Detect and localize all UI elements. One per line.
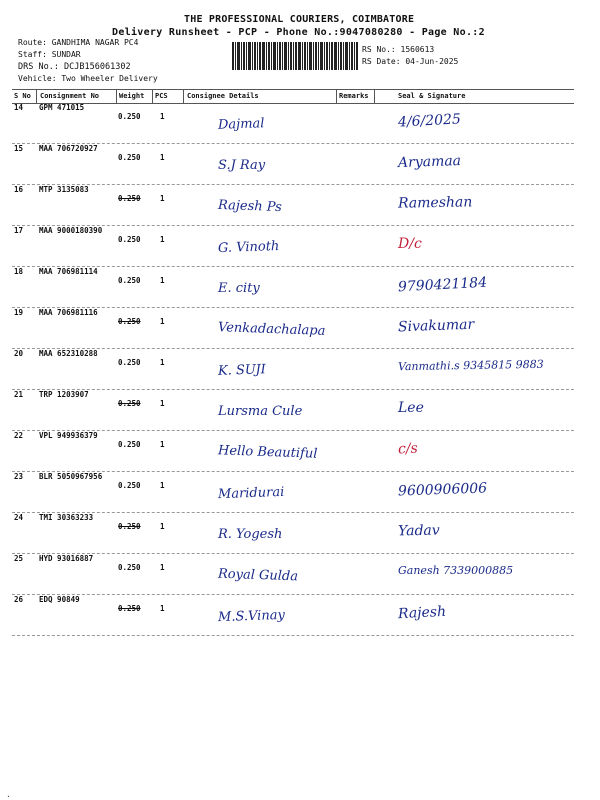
weight-value: 0.250 [118, 235, 141, 244]
pieces-count: 1 [160, 563, 165, 572]
weight-value: 0.250 [118, 604, 141, 613]
consignment-number: TRP 1203907 [39, 390, 89, 399]
pieces-count: 1 [160, 522, 165, 531]
serial-number: 22 [14, 431, 24, 440]
table-top-border [12, 89, 574, 90]
pieces-count: 1 [160, 235, 165, 244]
column-divider [116, 90, 117, 103]
signature-handwriting: Rameshan [397, 194, 473, 212]
serial-number: 14 [14, 103, 24, 112]
consignment-number: MTP 3135083 [39, 185, 89, 194]
signature-handwriting: 4/6/2025 [397, 111, 462, 131]
signature-handwriting: D/c [398, 236, 422, 252]
pieces-count: 1 [160, 317, 165, 326]
consignment-number: MAA 706720927 [39, 144, 98, 153]
signature-handwriting: 9790421184 [397, 274, 488, 296]
signature-handwriting: Lee [398, 400, 424, 416]
serial-number: 17 [14, 226, 24, 235]
weight-value: 0.250 [118, 112, 141, 121]
rs-number: RS No.: 1560613 [362, 45, 435, 54]
column-divider [183, 90, 184, 103]
consignee-handwriting: S.J Ray [218, 158, 266, 173]
signature-handwriting: Vanmathi.s 9345815 9883 [397, 357, 544, 374]
footer-mark: . [6, 790, 11, 799]
pieces-count: 1 [160, 194, 165, 203]
serial-number: 18 [14, 267, 24, 276]
signature-handwriting: Ganesh 7339000885 [398, 564, 514, 577]
column-header-pcs: PCS [155, 92, 168, 100]
row-separator [12, 389, 574, 390]
pieces-count: 1 [160, 440, 165, 449]
serial-number: 24 [14, 513, 24, 522]
serial-number: 20 [14, 349, 24, 358]
consignee-handwriting: Rajesh Ps [217, 197, 283, 216]
consignee-handwriting: Lursma Cule [218, 404, 303, 419]
weight-value: 0.250 [118, 481, 141, 490]
signature-handwriting: c/s [397, 440, 419, 458]
signature-handwriting: Yadav [397, 522, 440, 540]
column-header-consignment: Consignment No [40, 92, 100, 100]
consignment-number: HYD 93016887 [39, 554, 94, 563]
consignee-handwriting: Venkadachalapa [217, 320, 326, 339]
consignee-handwriting: Hello Beautiful [217, 443, 318, 462]
consignee-handwriting: M.S.Vinay [217, 607, 286, 626]
barcode-image [232, 42, 358, 70]
consignment-number: GPM 471015 [39, 103, 85, 112]
column-divider [374, 90, 375, 103]
row-separator [12, 184, 574, 185]
column-divider [152, 90, 153, 103]
weight-value: 0.250 [118, 522, 141, 531]
weight-value: 0.250 [118, 399, 141, 408]
column-header-sno: S No [14, 92, 31, 100]
document-subtitle: Delivery Runsheet - PCP - Phone No.:9047080280 - Page No.:2 [112, 27, 485, 38]
weight-value: 0.250 [118, 276, 141, 285]
weight-value: 0.250 [118, 563, 141, 572]
consignee-handwriting: Royal Gulda [217, 566, 299, 585]
consignee-handwriting: G. Vinoth [217, 238, 280, 257]
column-header-weight: Weight [119, 92, 145, 100]
column-header-seal-signature: Seal & Signature [398, 92, 466, 100]
row-separator [12, 594, 574, 595]
weight-value: 0.250 [118, 153, 141, 162]
rs-date: RS Date: 04-Jun-2025 [362, 57, 459, 66]
column-header-remarks: Remarks [339, 92, 369, 100]
serial-number: 16 [14, 185, 24, 194]
signature-handwriting: Aryamaa [397, 152, 462, 172]
route-label: Route: GANDHIMA NAGAR PC4 [18, 38, 139, 47]
consignment-number: TMI 30363233 [39, 513, 94, 522]
consignee-handwriting: R. Yogesh [218, 527, 283, 542]
document-title: THE PROFESSIONAL COURIERS, COIMBATORE [184, 14, 415, 25]
consignment-number: MAA 652310288 [39, 349, 98, 358]
consignee-handwriting: Maridurai [217, 484, 285, 503]
consignee-handwriting: K. SUJI [217, 362, 267, 379]
signature-handwriting: 9600906006 [397, 480, 488, 500]
pieces-count: 1 [160, 276, 165, 285]
consignment-number: MAA 706981116 [39, 308, 98, 317]
pieces-count: 1 [160, 358, 165, 367]
pieces-count: 1 [160, 112, 165, 121]
row-separator [12, 512, 574, 513]
consignee-handwriting: Dajmal [217, 116, 265, 133]
consignment-number: EDQ 90849 [39, 595, 80, 604]
pieces-count: 1 [160, 399, 165, 408]
column-header-consignee: Consignee Details [187, 92, 259, 100]
consignment-number: MAA 706981114 [39, 267, 98, 276]
serial-number: 19 [14, 308, 24, 317]
serial-number: 25 [14, 554, 24, 563]
pieces-count: 1 [160, 604, 165, 613]
pieces-count: 1 [160, 153, 165, 162]
serial-number: 26 [14, 595, 24, 604]
staff-label: Staff: SUNDAR [18, 50, 81, 59]
weight-value: 0.250 [118, 194, 141, 203]
signature-handwriting: Sivakumar [397, 316, 475, 336]
column-divider [336, 90, 337, 103]
row-separator [12, 635, 574, 636]
consignee-handwriting: E. city [218, 281, 260, 296]
consignment-number: VPL 949936379 [39, 431, 98, 440]
weight-value: 0.250 [118, 358, 141, 367]
weight-value: 0.250 [118, 440, 141, 449]
table-header-border [12, 103, 574, 104]
consignment-number: MAA 9000180390 [39, 226, 103, 235]
drs-number: DRS No.: DCJB156061302 [18, 62, 131, 72]
consignment-number: BLR 5050967956 [39, 472, 103, 481]
serial-number: 15 [14, 144, 24, 153]
pieces-count: 1 [160, 481, 165, 490]
vehicle-label: Vehicle: Two Wheeler Delivery [18, 74, 158, 83]
serial-number: 23 [14, 472, 24, 481]
row-separator [12, 553, 574, 554]
signature-handwriting: Rajesh [397, 603, 447, 623]
serial-number: 21 [14, 390, 24, 399]
column-divider [36, 90, 37, 103]
weight-value: 0.250 [118, 317, 141, 326]
